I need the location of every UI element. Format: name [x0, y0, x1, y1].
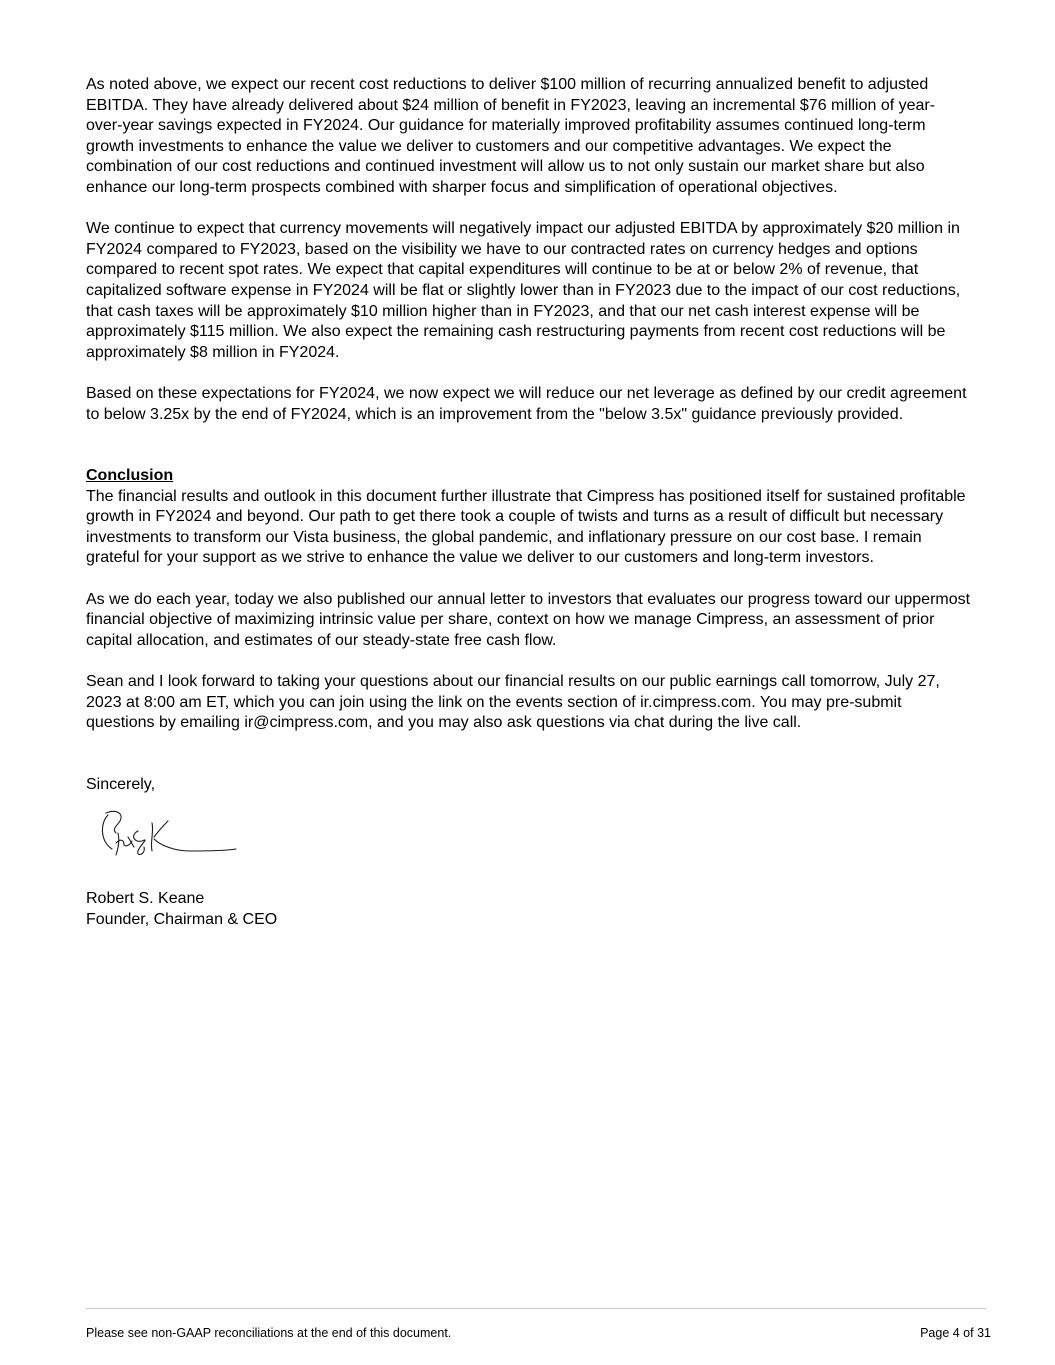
signatory-name: Robert S. Keane	[86, 890, 205, 908]
closing-salutation: Sincerely,	[86, 775, 156, 793]
paragraph-earnings-call: Sean and I look forward to taking your questions about our financial results on our public earnings call tomorrow, July 27, 2023 at 8:00 am ET, which you can join using the link on the events section of ir.cimpress.com. You may pre-submit questions by emailing ir@cimpress.com, and you may also ask questions via chat during the live call.	[86, 673, 940, 732]
paragraph-leverage: Based on these expectations for FY2024, we now expect we will reduce our net leverage as defined by our credit agreement to below 3.25x by the end of FY2024, which is an improvement from the "below 3.5x" guidance previously provided.	[86, 384, 967, 423]
footer-divider	[86, 1308, 986, 1309]
page-number: Page 4 of 31	[920, 1326, 991, 1340]
paragraph-cost-reductions: As noted above, we expect our recent cost reductions to deliver $100 million of recurring annualized benefit to adjusted EBITDA. They have already delivered about $24 million of benefit in FY2023, leaving an incremental $76 million of year-over-year savings expected in FY2024. Our guidance for materially improved profitability assumes continued long-term growth investments to enhance the value we deliver to customers and our competitive advantages. We expect the combination of our cost reductions and continued investment will allow us to not only sustain our market share but also enhance our long-term prospects combined with sharper focus and simplification of operational objectives.	[86, 76, 936, 196]
paragraph-currency: We continue to expect that currency movements will negatively impact our adjusted EBITDA by approximately $20 million in FY2024 compared to FY2023, based on the visibility we have to our contracted rates on currency hedges and options compared to recent spot rates. We expect that capital expenditures will continue to be at or below 2% of revenue, that capitalized software expense in FY2024 will be flat or slightly lower than in FY2023 due to the impact of our cost reductions, that cash taxes will be approximately $10 million higher than in FY2023, and that our net cash interest expense will be approximately $115 million. We also expect the remaining cash restructuring payments from recent cost reductions will be approximately $8 million in FY2024.	[86, 220, 961, 361]
paragraph-annual-letter: As we do each year, today we also published our annual letter to investors that evaluates our progress toward our uppermost financial objective of maximizing intrinsic value per share, context on how we manage Cimpress, an assessment of prior capital allocation, and estimates of our steady-state free cash flow.	[86, 590, 971, 649]
document-body	[86, 75, 971, 931]
signatory-title: Founder, Chairman & CEO	[86, 911, 278, 928]
conclusion-heading: Conclusion	[86, 467, 174, 485]
signature-icon	[94, 805, 244, 867]
footer-note: Please see non-GAAP reconciliations at the end of this document.	[86, 1326, 452, 1340]
paragraph-conclusion: The financial results and outlook in this document further illustrate that Cimpress has positioned itself for sustained profitable growth in FY2024 and beyond. Our path to get there took a couple of twists and turns as a result of difficult but necessary investments to transform our Vista business, the global pandemic, and inflationary pressure on our cost base. I remain grateful for your support as we strive to enhance the value we deliver to our customers and long-term investors.	[86, 487, 966, 567]
